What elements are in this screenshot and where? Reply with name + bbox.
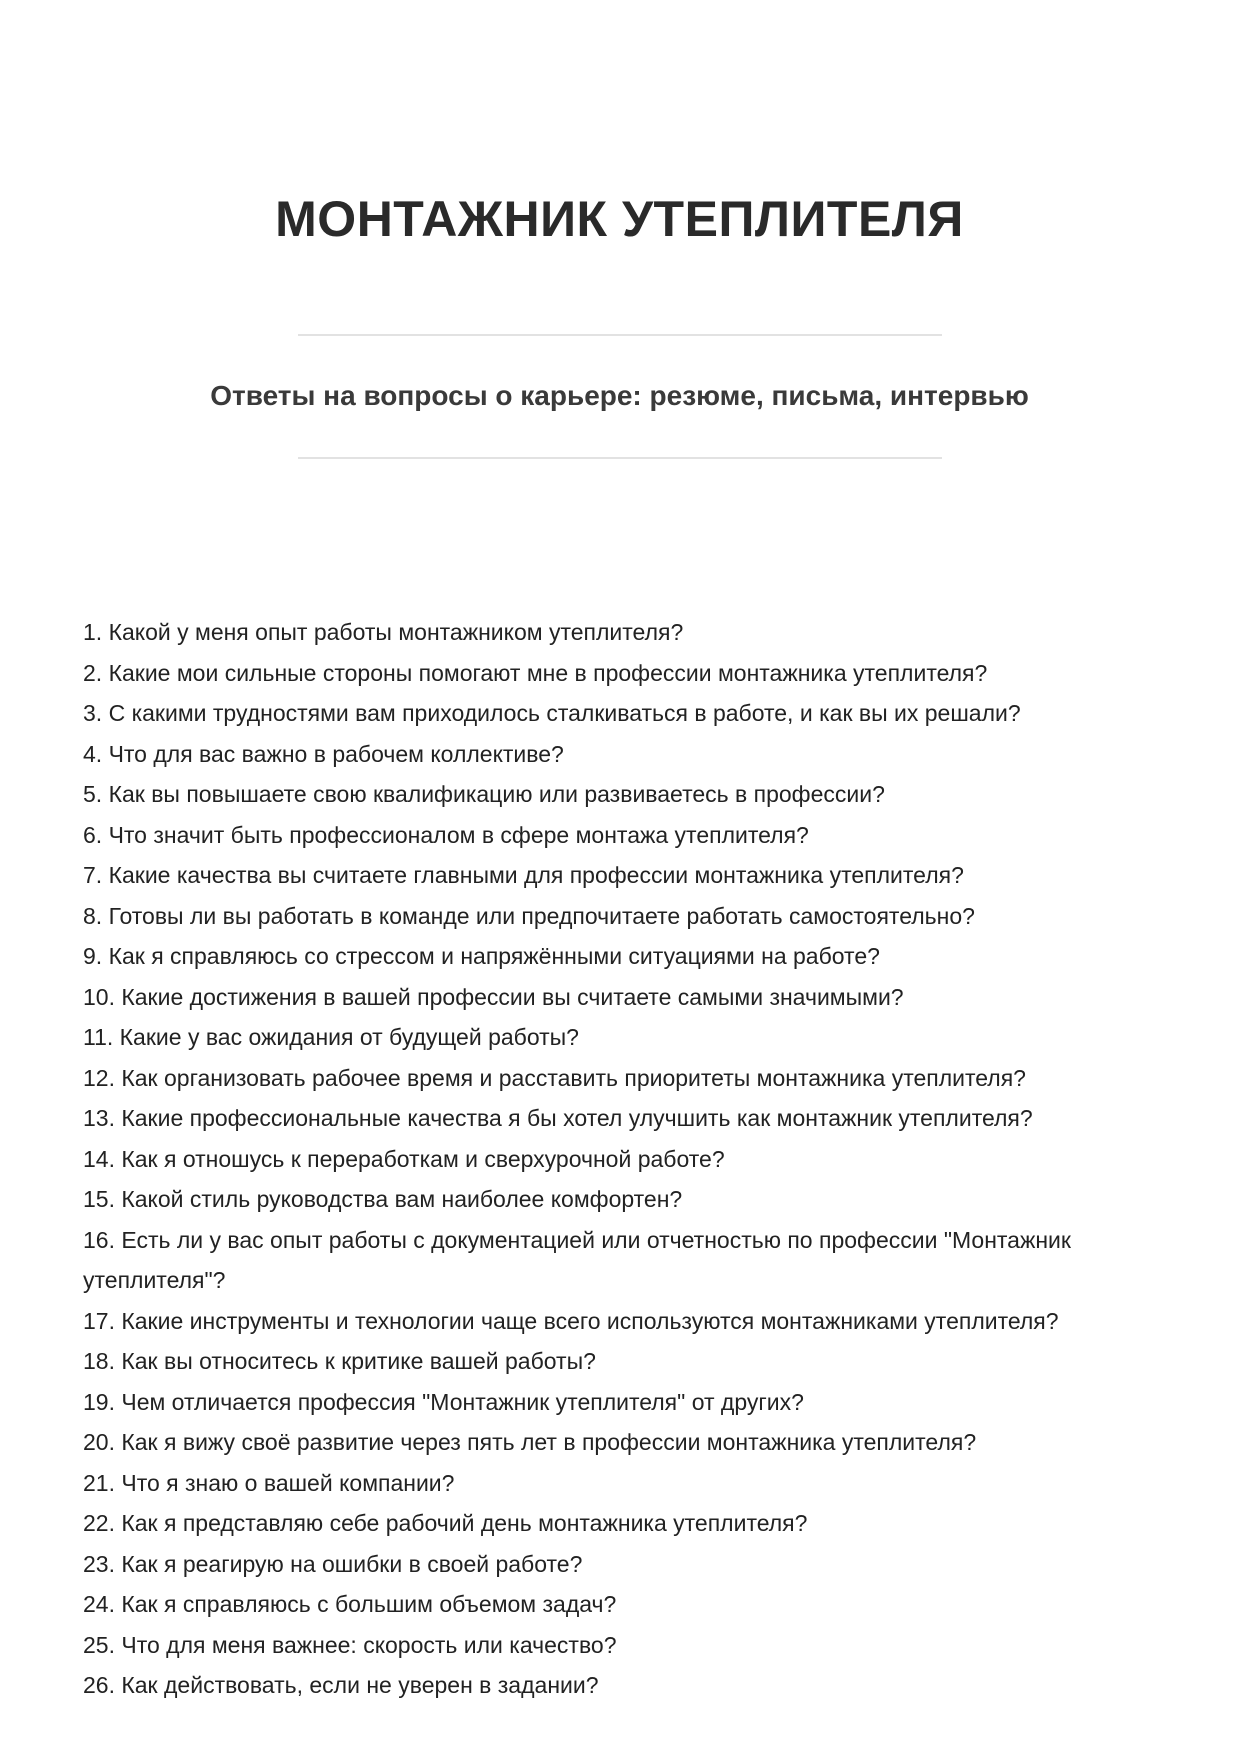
question-item: 25. Что для меня важнее: скорость или качество?: [83, 1631, 617, 1658]
question-item: 16. Есть ли у вас опыт работы с документацией или отчетностью по профессии "Монтажник утеплителя"?: [83, 1226, 1071, 1293]
question-item: 18. Как вы относитесь к критике вашей работы?: [83, 1348, 596, 1374]
question-item: 8. Готовы ли вы работать в команде или предпочитаете работать самостоятельно?: [83, 902, 975, 929]
question-item: 9. Как я справляюсь со стрессом и напряжёнными ситуациями на работе?: [83, 943, 880, 969]
question-item: 3. С какими трудностями вам приходилось сталкиваться в работе, и как вы их решали?: [83, 700, 1021, 726]
document-subtitle: Ответы на вопросы о карьере: резюме, письма, интервью: [210, 380, 1029, 411]
divider-bottom: [298, 457, 942, 459]
question-item: 20. Как я вижу своё развитие через пять лет в профессии монтажника утеплителя?: [83, 1429, 977, 1455]
question-item: 1. Какой у меня опыт работы монтажником утеплителя?: [83, 619, 684, 645]
divider-top: [298, 334, 942, 336]
question-item: 19. Чем отличается профессия "Монтажник утеплителя" от других?: [83, 1388, 804, 1415]
question-item: 23. Как я реагирую на ошибки в своей работе?: [83, 1550, 583, 1577]
question-item: 4. Что для вас важно в рабочем коллективе?: [83, 740, 564, 767]
question-item: 10. Какие достижения в вашей профессии вы считаете самыми значимыми?: [83, 983, 904, 1010]
document-title: МОНТАЖНИК УТЕПЛИТЕЛЯ: [275, 191, 964, 247]
question-item: 15. Какой стиль руководства вам наиболее комфортен?: [83, 1186, 683, 1212]
question-item: 26. Как действовать, если не уверен в задании?: [83, 1672, 599, 1698]
question-item: 12. Как организовать рабочее время и расставить приоритеты монтажника утеплителя?: [83, 1064, 1026, 1091]
question-item: 17. Какие инструменты и технологии чаще всего используются монтажниками утеплителя?: [83, 1307, 1059, 1334]
question-item: 13. Какие профессиональные качества я бы хотел улучшить как монтажник утеплителя?: [83, 1105, 1033, 1131]
question-item: 24. Как я справляюсь с большим объемом задач?: [83, 1591, 617, 1617]
question-item: 11. Какие у вас ожидания от будущей работы?: [83, 1024, 579, 1050]
question-item: 6. Что значит быть профессионалом в сфере монтажа утеплителя?: [83, 821, 809, 848]
question-item: 2. Какие мои сильные стороны помогают мне в профессии монтажника утеплителя?: [83, 659, 988, 686]
question-item: 5. Как вы повышаете свою квалификацию или развиваетесь в профессии?: [83, 781, 885, 807]
question-item: 21. Что я знаю о вашей компании?: [83, 1469, 455, 1496]
question-item: 22. Как я представляю себе рабочий день монтажника утеплителя?: [83, 1510, 808, 1536]
questions-list: [83, 612, 1163, 1706]
question-item: 14. Как я отношусь к переработкам и сверхурочной работе?: [83, 1145, 725, 1172]
question-item: 7. Какие качества вы считаете главными для профессии монтажника утеплителя?: [83, 862, 964, 888]
